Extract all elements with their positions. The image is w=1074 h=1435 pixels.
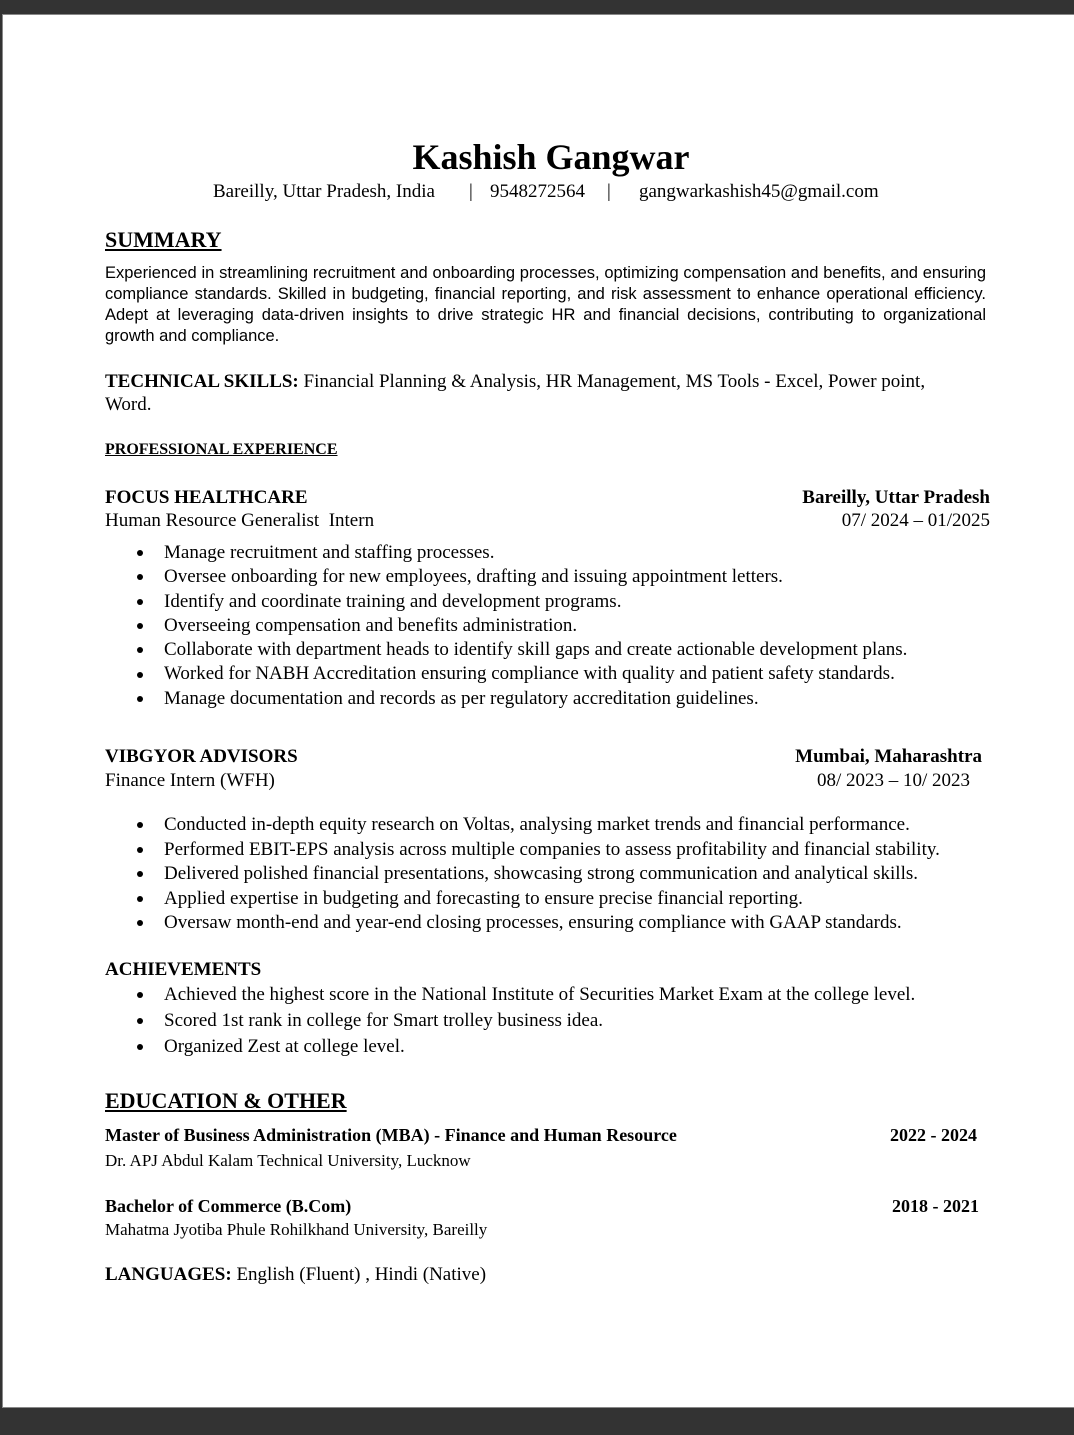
bullet-icon	[137, 574, 143, 580]
bullet-icon	[137, 847, 143, 853]
bullet-icon	[137, 647, 143, 653]
list-item: Achieved the highest score in the National Institute of Securities Market Exam at the college level.	[105, 982, 915, 1008]
bullet-icon	[137, 1044, 143, 1050]
list-item: Identify and coordinate training and development programs.	[105, 590, 907, 614]
list-item: Applied expertise in budgeting and forecasting to ensure precise financial reporting.	[105, 887, 940, 912]
job-dates: 08/ 2023 – 10/ 2023	[816, 770, 970, 791]
achievements-heading: ACHIEVEMENTS	[105, 959, 262, 980]
job-bullets	[105, 813, 940, 936]
experience-heading	[105, 440, 390, 460]
languages	[105, 1264, 486, 1286]
bullet-icon	[137, 822, 143, 828]
contact-separator: |	[607, 181, 611, 202]
list-item: Delivered polished financial presentations, showcasing strong communication and analytical skills.	[105, 862, 940, 887]
job-role: Human Resource Generalist Intern	[105, 510, 375, 531]
bullet-icon	[137, 920, 143, 926]
experience-heading-text: PROFESSIONAL EXPERIENCE	[105, 441, 338, 458]
list-item: Collaborate with department heads to identify skill gaps and create actionable development plans.	[105, 638, 907, 662]
education-degree: Master of Business Administration (MBA) - Finance and Human Resource	[105, 1125, 677, 1145]
bullet-icon	[137, 896, 143, 902]
skills-text: Financial Planning & Analysis, HR Management, MS Tools - Excel, Power point, Word.	[105, 371, 926, 415]
bullet-icon	[137, 599, 143, 605]
languages-label: LANGUAGES:	[105, 1264, 232, 1285]
list-item: Conducted in-depth equity research on Voltas, analysing market trends and financial performance.	[105, 813, 940, 838]
bullet-icon	[137, 550, 143, 556]
achievements-list	[105, 982, 915, 1060]
list-item: Oversaw month-end and year-end closing processes, ensuring compliance with GAAP standards.	[105, 911, 940, 936]
list-item: Performed EBIT-EPS analysis across multiple companies to assess profitability and financial stability.	[105, 838, 940, 863]
summary-heading: SUMMARY	[105, 227, 222, 252]
list-item: Manage documentation and records as per regulatory accreditation guidelines.	[105, 687, 907, 711]
bullet-icon	[137, 623, 143, 629]
list-item: Worked for NABH Accreditation ensuring compliance with quality and patient safety standards.	[105, 662, 907, 686]
education-years: 2022 - 2024	[890, 1125, 977, 1145]
list-item: Manage recruitment and staffing processes.	[105, 541, 907, 565]
education-school: Mahatma Jyotiba Phule Rohilkhand University, Bareilly	[105, 1220, 488, 1239]
education-school: Dr. APJ Abdul Kalam Technical University, Lucknow	[105, 1151, 471, 1170]
contact-phone: 9548272564	[490, 181, 585, 202]
contact-separator: |	[469, 181, 473, 202]
education-degree: Bachelor of Commerce (B.Com)	[105, 1196, 352, 1216]
summary-text: Experienced in streamlining recruitment and onboarding processes, optimizing compensation and benefits, and ensuring compliance standards. Skilled in budgeting, financial reporting, and risk assessment to enhance operational efficiency. Adept at leveraging data-driven insights to drive strategic HR and financial decisions, contributing to organizational growth and compliance.	[105, 264, 986, 345]
list-item: Organized Zest at college level.	[105, 1034, 915, 1060]
list-item: Scored 1st rank in college for Smart trolley business idea.	[105, 1008, 915, 1034]
bullet-icon	[137, 1018, 143, 1024]
list-item: Overseeing compensation and benefits administration.	[105, 614, 907, 638]
job-location: Mumbai, Maharashtra	[795, 746, 982, 767]
job-dates: 07/ 2024 – 01/2025	[841, 510, 990, 531]
contact-location: Bareilly, Uttar Pradesh, India	[213, 181, 435, 202]
bullet-icon	[137, 696, 143, 702]
list-item: Oversee onboarding for new employees, drafting and issuing appointment letters.	[105, 565, 907, 589]
technical-skills	[105, 370, 975, 416]
job-company: VIBGYOR ADVISORS	[105, 746, 298, 767]
job-company: FOCUS HEALTHCARE	[105, 487, 308, 508]
education-years: 2018 - 2021	[892, 1196, 979, 1216]
skills-label: TECHNICAL SKILLS:	[105, 371, 299, 392]
contact-email: gangwarkashish45@gmail.com	[639, 181, 879, 202]
languages-text: English (Fluent) , Hindi (Native)	[231, 1264, 487, 1285]
education-heading: EDUCATION & OTHER	[105, 1088, 347, 1113]
job-location: Bareilly, Uttar Pradesh	[802, 487, 990, 508]
bullet-icon	[137, 992, 143, 998]
candidate-name: Kashish Gangwar	[412, 137, 690, 177]
bullet-icon	[137, 871, 143, 877]
bullet-icon	[137, 672, 143, 678]
job-role: Finance Intern (WFH)	[105, 770, 275, 791]
job-bullets	[105, 541, 907, 711]
